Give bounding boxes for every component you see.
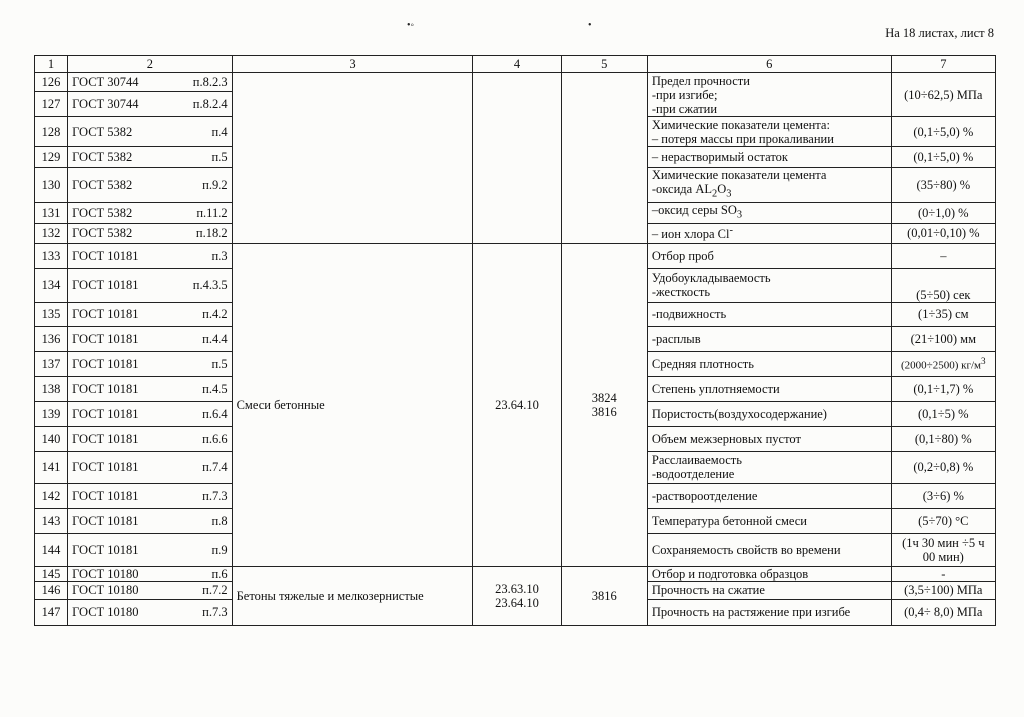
code-line: 23.63.10 (495, 581, 539, 596)
property-cell (647, 268, 891, 302)
table-row (35, 566, 996, 581)
row-number: 133 (35, 243, 68, 268)
standard-clause: п.5 (211, 150, 228, 164)
range-cell: (0÷1,0) % (891, 202, 995, 223)
property-line: -при сжатии (651, 101, 718, 116)
standard-code: ГОСТ 10181 (72, 248, 139, 263)
standard-clause: п.5 (211, 356, 228, 371)
range-cell: (0,01÷0,10) % (891, 223, 995, 243)
range-cell: (21÷100) мм (891, 326, 995, 351)
column-header: 6 (647, 56, 891, 73)
property-line: Расслаиваемость (651, 453, 742, 467)
standard-cell (68, 168, 233, 203)
row-number: 140 (35, 426, 68, 451)
standard-cell (68, 483, 233, 508)
standard-clause: п.7.3 (202, 488, 228, 503)
code-cell (561, 73, 647, 244)
row-number: 128 (35, 117, 68, 147)
standard-cell (68, 326, 233, 351)
row-number: 146 (35, 581, 68, 599)
object-cell (232, 73, 473, 244)
standard-clause: п.7.3 (202, 605, 228, 619)
row-number: 126 (35, 73, 68, 92)
standard-cell (68, 117, 233, 147)
standard-cell (68, 147, 233, 168)
row-number: 145 (35, 566, 68, 581)
code-cell (473, 73, 561, 244)
standard-code: ГОСТ 10181 (72, 488, 139, 503)
range-cell: (0,1÷1,7) % (891, 376, 995, 401)
standard-code: ГОСТ 10181 (72, 278, 139, 292)
standard-code: ГОСТ 10180 (72, 566, 139, 581)
property-cell (647, 451, 891, 483)
standard-code: ГОСТ 10180 (72, 583, 139, 597)
row-number: 144 (35, 533, 68, 566)
range-cell: (1÷35) см (891, 302, 995, 326)
row-number: 142 (35, 483, 68, 508)
property-cell: Объем межзерновых пустот (647, 426, 891, 451)
range-cell: - (891, 566, 995, 581)
standard-clause: п.8 (211, 513, 228, 528)
code-line: 3816 (591, 404, 617, 419)
property-cell: -раствороотделение (647, 483, 891, 508)
property-cell: Степень уплотняемости (647, 376, 891, 401)
property-cell: Прочность на сжатие (647, 581, 891, 599)
standard-clause: п.4.3.5 (192, 278, 228, 292)
standard-cell (68, 243, 233, 268)
standard-code: ГОСТ 5382 (72, 124, 133, 139)
row-number: 143 (35, 508, 68, 533)
standard-cell (68, 599, 233, 625)
range-cell: (0,1÷5,0) % (891, 147, 995, 168)
property-cell: Пористость(воздухосодержание) (647, 401, 891, 426)
row-number: 135 (35, 302, 68, 326)
row-number: 147 (35, 599, 68, 625)
range-cell: (5÷50) сек (891, 268, 995, 302)
column-header: 4 (473, 56, 561, 73)
column-header: 2 (68, 56, 233, 73)
standard-cell (68, 533, 233, 566)
code-cell: 3816 (561, 566, 647, 625)
range-cell: (2000÷2500) $кг/м^3$ (891, 351, 995, 376)
standard-clause: п.8.2.3 (192, 75, 228, 89)
code-line: 23.64.10 (495, 595, 539, 610)
property-cell: Сохраняемость свойств во времени (647, 533, 891, 566)
standard-cell (68, 426, 233, 451)
table-row (35, 243, 996, 268)
standard-code: ГОСТ 10181 (72, 513, 139, 528)
standard-code: ГОСТ 10181 (72, 331, 139, 346)
standard-cell (68, 268, 233, 302)
standard-code: ГОСТ 10181 (72, 406, 139, 421)
standard-cell (68, 376, 233, 401)
property-line: -оксида $AL_2O_3$ (651, 182, 732, 200)
range-cell: – (891, 243, 995, 268)
standard-clause: п.4.2 (202, 307, 228, 321)
property-cell: Отбор проб (647, 243, 891, 268)
standard-clause: п.4 (211, 124, 228, 139)
row-number: 131 (35, 202, 68, 223)
code-cell (473, 566, 561, 625)
property-cell: Температура бетонной смеси (647, 508, 891, 533)
row-number: 138 (35, 376, 68, 401)
code-cell (561, 243, 647, 566)
standard-code: ГОСТ 5382 (72, 226, 133, 240)
standard-clause: п.9 (211, 542, 228, 557)
row-number: 129 (35, 147, 68, 168)
column-header: 7 (891, 56, 995, 73)
standard-clause: п.11.2 (196, 205, 228, 220)
column-header: 1 (35, 56, 68, 73)
standard-clause: п.4.5 (202, 381, 228, 396)
standard-clause: п.4.4 (202, 331, 228, 346)
row-number: 132 (35, 223, 68, 243)
row-number: 130 (35, 168, 68, 203)
standard-code: ГОСТ 5382 (72, 150, 133, 164)
property-line: Предел прочности (651, 73, 750, 88)
standard-code: ГОСТ 10181 (72, 356, 139, 371)
standard-code: ГОСТ 30744 (72, 75, 139, 89)
range-cell: (5÷70) °С (891, 508, 995, 533)
standard-cell (68, 302, 233, 326)
standard-code: ГОСТ 5382 (72, 177, 133, 192)
range-cell: (3,5÷100) МПа (891, 581, 995, 599)
table-row (35, 73, 996, 92)
standard-cell (68, 73, 233, 92)
object-cell: Бетоны тяжелые и мелкозернистые (232, 566, 473, 625)
scan-mark: • (588, 20, 592, 31)
property-line: Удобоукладываемость (651, 271, 771, 285)
range-cell: (35÷80) % (891, 168, 995, 203)
property-cell (647, 73, 891, 117)
standard-cell (68, 223, 233, 243)
range-cell: (0,2÷0,8) % (891, 451, 995, 483)
standard-code: ГОСТ 10181 (72, 542, 139, 557)
standard-clause: п.8.2.4 (192, 97, 228, 111)
range-cell: (0,4÷ 8,0) МПа (891, 599, 995, 625)
column-header: 3 (232, 56, 473, 73)
property-cell: -подвижность (647, 302, 891, 326)
property-cell: -расплыв (647, 326, 891, 351)
standard-clause: п.6.6 (202, 431, 228, 446)
accreditation-table (34, 55, 996, 626)
property-cell: Прочность на растяжение при изгибе (647, 599, 891, 625)
property-line: Химические показатели цемента (651, 168, 827, 182)
property-cell: Средняя плотность (647, 351, 891, 376)
standard-code: ГОСТ 10180 (72, 605, 139, 619)
standard-clause: п.7.4 (202, 460, 228, 474)
standard-cell (68, 581, 233, 599)
column-header: 5 (561, 56, 647, 73)
property-cell: – ион хлора Cl- (647, 223, 891, 243)
property-line: -водоотделение (651, 467, 735, 481)
property-line: -жесткость (651, 285, 711, 299)
column-header-row (35, 56, 996, 73)
standard-code: ГОСТ 10181 (72, 381, 139, 396)
row-number: 134 (35, 268, 68, 302)
property-line: -при изгибе; (651, 87, 718, 102)
row-number: 127 (35, 92, 68, 117)
row-number: 136 (35, 326, 68, 351)
standard-cell (68, 566, 233, 581)
standard-cell (68, 351, 233, 376)
range-cell: (0,1÷80) % (891, 426, 995, 451)
standard-cell (68, 401, 233, 426)
property-line: – потеря массы при прокаливании (651, 131, 834, 146)
standard-clause: п.3 (211, 248, 228, 263)
standard-cell (68, 92, 233, 117)
range-cell: (0,1÷5) % (891, 401, 995, 426)
code-line: 3824 (591, 390, 617, 405)
object-cell: Смеси бетонные (232, 243, 473, 566)
standard-clause: п.18.2 (195, 226, 228, 240)
range-cell: (10÷62,5) МПа (891, 73, 995, 117)
property-cell: –оксид серы $SO_3$ (647, 202, 891, 223)
property-cell (647, 117, 891, 147)
property-cell (647, 168, 891, 203)
row-number: 141 (35, 451, 68, 483)
range-cell (891, 533, 995, 566)
standard-clause: п.9.2 (202, 177, 228, 192)
standard-cell (68, 508, 233, 533)
standard-cell (68, 451, 233, 483)
standard-clause: п.7.2 (202, 583, 228, 597)
row-number: 139 (35, 401, 68, 426)
standard-code: ГОСТ 10181 (72, 307, 139, 321)
scan-mark: •◦ (407, 20, 415, 31)
standard-code: ГОСТ 30744 (72, 97, 139, 111)
standard-code: ГОСТ 10181 (72, 460, 139, 474)
standard-code: ГОСТ 5382 (72, 205, 133, 220)
row-number: 137 (35, 351, 68, 376)
standard-code: ГОСТ 10181 (72, 431, 139, 446)
property-cell: Отбор и подготовка образцов (647, 566, 891, 581)
property-line: Химические показатели цемента: (651, 117, 830, 132)
standard-cell (68, 202, 233, 223)
range-line: 00 мин) (922, 549, 964, 564)
property-cell: – нерастворимый остаток (647, 147, 891, 168)
code-cell: 23.64.10 (473, 243, 561, 566)
range-cell: (3÷6) % (891, 483, 995, 508)
standard-clause: п.6 (211, 566, 228, 581)
range-cell: (0,1÷5,0) % (891, 117, 995, 147)
range-line: (1ч 30 мин ÷5 ч (902, 535, 985, 550)
standard-clause: п.6.4 (202, 406, 228, 421)
sheet-note: На 18 листах, лист 8 (885, 26, 994, 40)
